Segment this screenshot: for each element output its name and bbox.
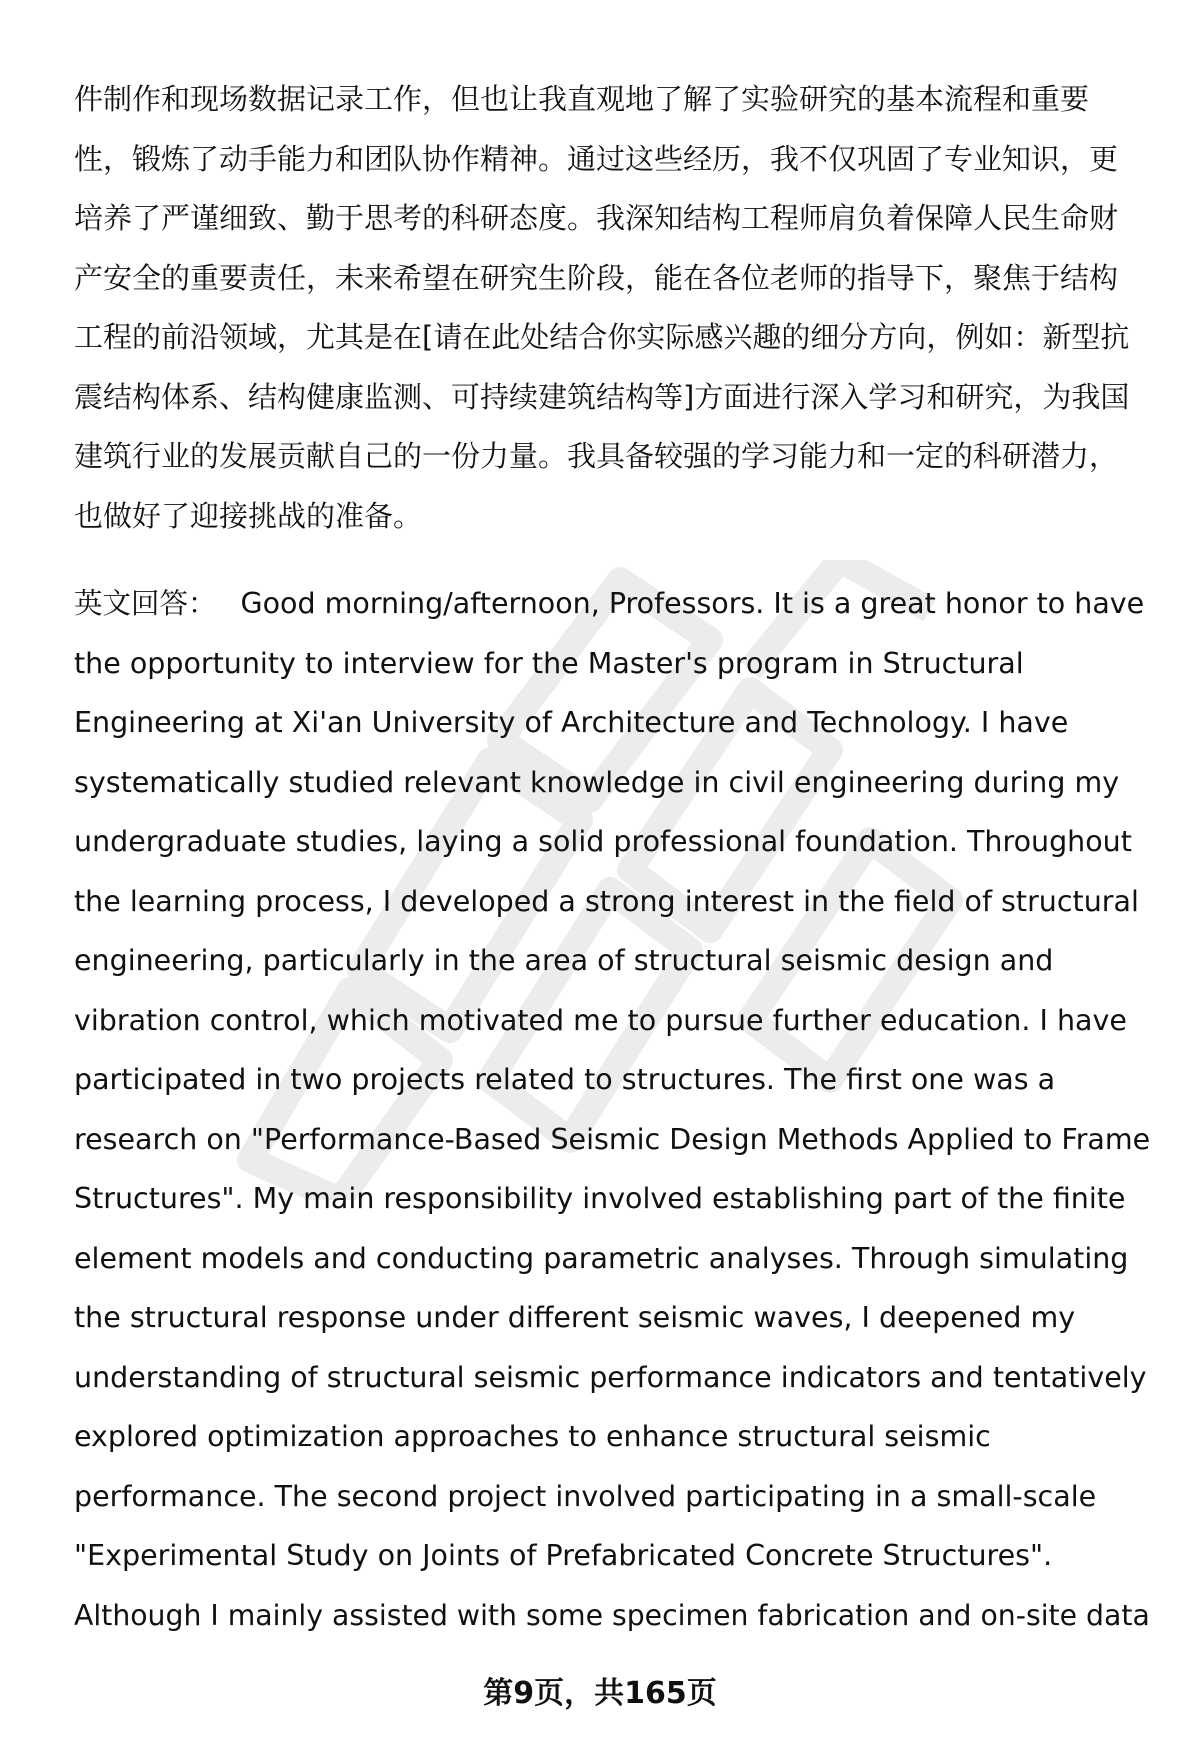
- paragraph-line: undergraduate studies, laying a solid professional foundation. Throughout: [74, 825, 1132, 858]
- paragraph-line: Although I mainly assisted with some specimen fabrication and on-site data: [74, 1598, 1150, 1632]
- paragraph-line: 工程的前沿领域，尤其是在[请在此处结合你实际感兴趣的细分方向，例如：新型抗: [74, 320, 1130, 354]
- paragraph-line: the learning process, I developed a strong interest in the field of structural: [74, 884, 1139, 918]
- paragraph-line: the opportunity to interview for the Master's program in Structural: [74, 646, 1024, 680]
- english-answer-paragraph: [74, 574, 1156, 1645]
- paragraph-line: participated in two projects related to structures. The first one was a: [74, 1063, 1056, 1096]
- paragraph-line: vibration control, which motivated me to pursue further education. I have: [74, 1003, 1127, 1037]
- english-answer-first-line: Good morning/afternoon, Professors. It is a great honor to have: [240, 587, 1145, 620]
- paragraph-line: Engineering at Xi'an University of Architecture and Technology. I have: [74, 706, 1069, 739]
- chinese-paragraph: [74, 70, 1156, 546]
- paragraph-line: 产安全的重要责任，未来希望在研究生阶段，能在各位老师的指导下，聚焦于结构: [74, 260, 1119, 295]
- paragraph-line: understanding of structural seismic performance indicators and tentatively: [74, 1360, 1147, 1394]
- paragraph-line: Structures". My main responsibility involved establishing part of the finite: [74, 1182, 1126, 1215]
- paragraph-line: element models and conducting parametric analyses. Through simulating: [74, 1241, 1129, 1275]
- paragraph-line: the structural response under different seismic waves, I deepened my: [74, 1301, 1076, 1334]
- paragraph-line: 性，锻炼了动手能力和团队协作精神。通过这些经历，我不仅巩固了专业知识，更: [74, 141, 1119, 176]
- paragraph-line: 件制作和现场数据记录工作，但也让我直观地了解了实验研究的基本流程和重要: [74, 82, 1090, 116]
- paragraph-line: explored optimization approaches to enhance structural seismic: [74, 1420, 991, 1453]
- paragraph-line: engineering, particularly in the area of structural seismic design and: [74, 944, 1054, 977]
- paragraph-line: research on "Performance-Based Seismic Design Methods Applied to Frame: [74, 1122, 1151, 1156]
- english-answer-label: 英文回答：: [74, 587, 217, 620]
- paragraph-line: 培养了严谨细致、勤于思考的科研态度。我深知结构工程师肩负着保障人民生命财: [74, 201, 1119, 235]
- paragraph-line: 也做好了迎接挑战的准备。: [74, 498, 423, 533]
- paragraph-line: 建筑行业的发展贡献自己的一份力量。我具备较强的学习能力和一定的科研潜力，: [74, 439, 1119, 473]
- paragraph-line: 震结构体系、结构健康监测、可持续建筑结构等]方面进行深入学习和研究，为我国: [74, 379, 1130, 414]
- paragraph-line: systematically studied relevant knowledge in civil engineering during my: [74, 765, 1120, 799]
- page-number-footer: 第9页，共165页: [483, 1676, 717, 1711]
- paragraph-line: "Experimental Study on Joints of Prefabricated Concrete Structures".: [74, 1539, 1053, 1572]
- paragraph-line: performance. The second project involved participating in a small-scale: [74, 1479, 1097, 1513]
- paragraph-line: [74, 574, 1156, 634]
